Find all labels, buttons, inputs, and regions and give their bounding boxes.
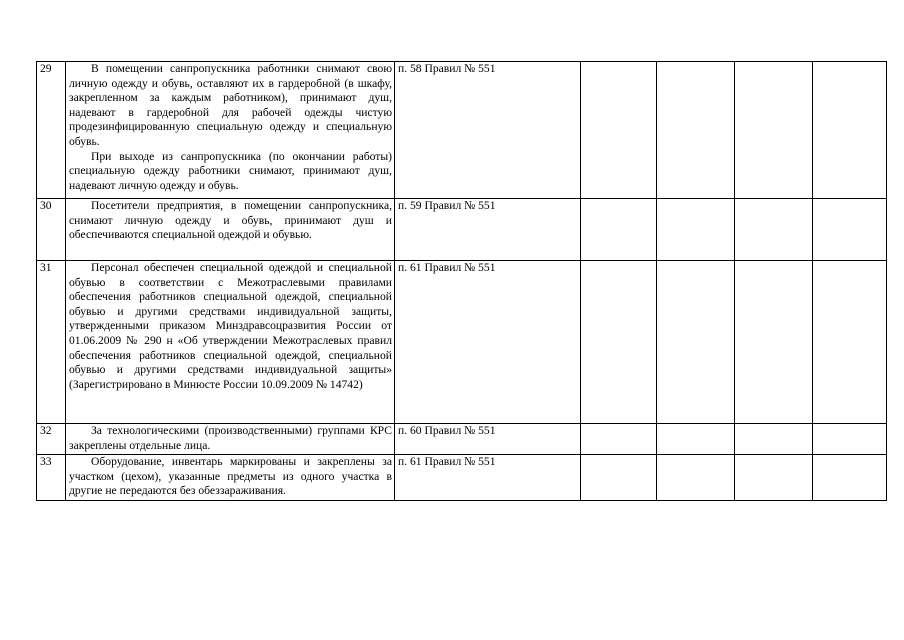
- legal-reference: п. 61 Правил № 551: [395, 455, 581, 501]
- legal-reference: п. 60 Правил № 551: [395, 424, 581, 455]
- empty-cell: [657, 199, 735, 261]
- empty-cell: [657, 455, 735, 501]
- requirement-text: [66, 455, 395, 501]
- empty-cell: [813, 62, 887, 199]
- empty-cell: [581, 62, 657, 199]
- table-row: [37, 424, 887, 455]
- requirement-paragraph: Посетители предприятия, в помещении санпропускника, снимают личную одежду и обувь, принимают душ и обеспечиваются специальной одеждой и обувью.: [69, 199, 392, 242]
- empty-cell: [813, 261, 887, 424]
- empty-cell: [813, 424, 887, 455]
- empty-cell: [735, 424, 813, 455]
- requirement-text: [66, 62, 395, 199]
- empty-cell: [657, 62, 735, 199]
- empty-cell: [581, 261, 657, 424]
- empty-cell: [813, 455, 887, 501]
- empty-cell: [657, 261, 735, 424]
- row-number: 32: [37, 424, 66, 455]
- requirement-text: [66, 424, 395, 455]
- empty-cell: [813, 199, 887, 261]
- empty-cell: [581, 455, 657, 501]
- row-number: 30: [37, 199, 66, 261]
- requirement-paragraph: При выходе из санпропускника (по окончании работы) специальную одежду работники снимают, принимают душ, надевают личную одежду и обувь.: [69, 149, 392, 192]
- table-row: [37, 62, 887, 199]
- row-number: 29: [37, 62, 66, 199]
- empty-cell: [735, 455, 813, 501]
- empty-cell: [735, 62, 813, 199]
- requirement-paragraph: В помещении санпропускника работники снимают свою личную одежду и обувь, оставляют их в гардеробной (в шкафу, закрепленном за каждым работником), принимают душ, надевают в гардеробной для рабочей одежды чистую продезинфицированную специальную одежду и специальную обувь.: [69, 62, 392, 148]
- empty-cell: [735, 261, 813, 424]
- requirement-paragraph: Оборудование, инвентарь маркированы и закреплены за участком (цехом), указанные предметы из одного участка в другие не передаются без обеззараживания.: [69, 455, 392, 498]
- table-row: [37, 261, 887, 424]
- empty-cell: [657, 424, 735, 455]
- legal-reference: п. 58 Правил № 551: [395, 62, 581, 199]
- row-number: 33: [37, 455, 66, 501]
- requirement-text: [66, 199, 395, 261]
- table-row: [37, 455, 887, 501]
- requirement-paragraph: Персонал обеспечен специальной одеждой и специальной обувью в соответствии с Межотраслевыми правилами обеспечения работников специальной одеждой, специальной обувью и другими средствами индивидуальной защиты, утвержденными приказом Минздравсоцразвития России от 01.06.2009 № 290 н «Об утверждении Межотраслевых правил обеспечения работников специальной одеждой, специальной обувью и другими средствами индивидуальной защиты» (Зарегистрировано в Минюсте России 10.09.2009 № 14742): [69, 261, 392, 391]
- checklist-table: [36, 61, 887, 501]
- empty-cell: [581, 199, 657, 261]
- requirement-text: [66, 261, 395, 424]
- table-row: [37, 199, 887, 261]
- legal-reference: п. 59 Правил № 551: [395, 199, 581, 261]
- row-number: 31: [37, 261, 66, 424]
- empty-cell: [581, 424, 657, 455]
- empty-cell: [735, 199, 813, 261]
- legal-reference: п. 61 Правил № 551: [395, 261, 581, 424]
- requirement-paragraph: За технологическими (производственными) группами КРС закреплены отдельные лица.: [69, 424, 392, 452]
